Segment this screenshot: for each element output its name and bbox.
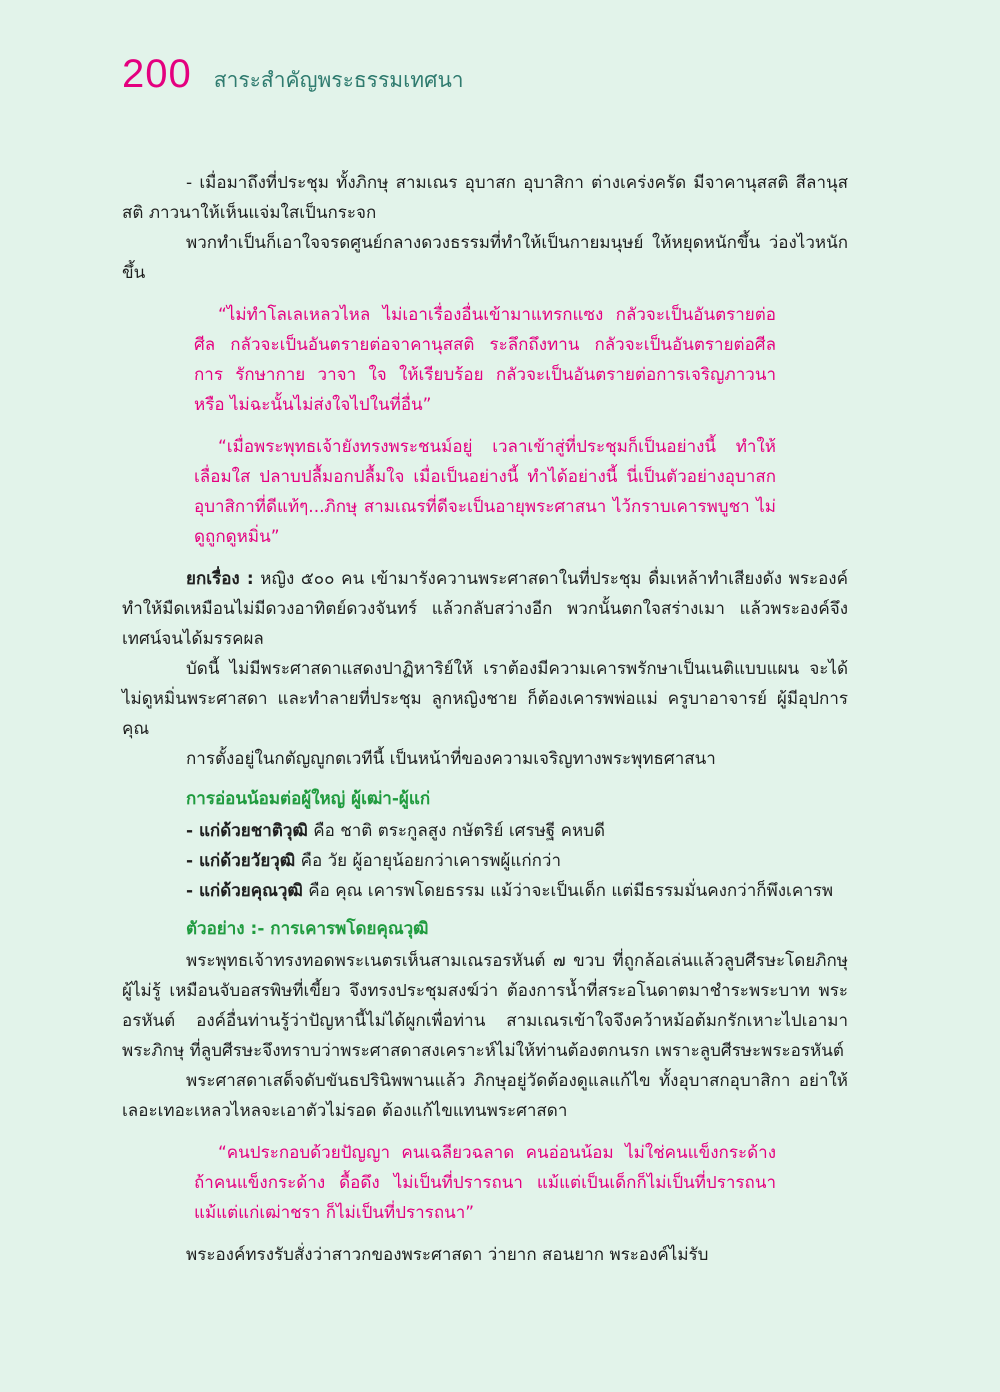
story-text: หญิง ๕๐๐ คน เข้ามารังควานพระศาสดาในที่ประชุม ดื่มเหล้าทำเสียงดัง พระองค์ทำให้มืดเหมือนไม่มีดวงอาทิตย์ดวงจันทร์ แล้วกลับสว่างอีก พวกนั้นตกใจสร่างเมา แล้วพระองค์จึงเทศน์จนได้มรรคผล (122, 569, 848, 649)
paragraph-4: การตั้งอยู่ในกตัญญูกตเวทีนี้ เป็นหน้าที่ของความเจริญทางพระพุทธศาสนา (186, 749, 716, 769)
story-label: ยกเรื่อง : (186, 569, 254, 589)
section-heading-example: ตัวอย่าง :- การเคารพโดยคุณวุฒิ (186, 919, 429, 939)
story-paragraph (122, 564, 848, 654)
item-text: คือ ชาติ ตระกูลสูง กษัตริย์ เศรษฐี คหบดี (307, 821, 605, 841)
section-heading-respect: การอ่อนน้อมต่อผู้ใหญ่ ผู้เฒ่า-ผู้แก่ (186, 789, 431, 809)
list-item (186, 876, 848, 906)
item-label: - แก่ด้วยชาติวุฒิ (186, 821, 308, 841)
paragraph-5: พระพุทธเจ้าทรงทอดพระเนตรเห็นสามเณรอรหันต์ ๗ ขวบ ที่ถูกล้อเล่นแล้วลูบศีรษะโดยภิกษุผู้ไม่รู้ เหมือนจับอสรพิษที่เขี้ยว จึงทรงประชุมสงฆ์ว่า ต้องการน้ำที่สระอโนดาตมาชำระพระบาท พระอรหันต์ องค์อื่นท่านรู้ว่าปัญหานี้ไม่ได้ผูกเพื่อท่าน สามเณรเข้าใจจึงคว้าหม้อต้มกรักเหาะไปเอามา พระภิกษุ ที่ลูบศีรษะจึงทราบว่าพระศาสดาสงเคราะห์ไม่ให้ท่านต้องตกนรก เพราะลูบศีรษะพระอรหันต์ (122, 951, 848, 1061)
paragraph-1: - เมื่อมาถึงที่ประชุม ทั้งภิกษุ สามเณร อุบาสก อุบาสิกา ต่างเคร่งครัด มีจาคานุสสติ สีลานุสสติ ภาวนาให้เห็นแจ่มใสเป็นกระจก (122, 173, 848, 223)
paragraph-6: พระศาสดาเสด็จดับขันธปรินิพพานแล้ว ภิกษุอยู่วัดต้องดูแลแก้ไข ทั้งอุบาสกอุบาสิกา อย่าให้ เลอะเทอะเหลวไหลจะเอาตัวไม่รอด ต้องแก้ไขแทนพระศาสดา (122, 1071, 848, 1121)
paragraph-2: พวกทำเป็นก็เอาใจจรดศูนย์กลางดวงธรรมที่ทำให้เป็นกายมนุษย์ ให้หยุดหนักขึ้น ว่องไวหนักขึ้น (122, 233, 848, 283)
item-text: คือ คุณ เคารพโดยธรรม แม้ว่าจะเป็นเด็ก แต่มีธรรมมั่นคงกว่าก็พึงเคารพ (302, 881, 834, 901)
item-label: - แก่ด้วยคุณวุฒิ (186, 881, 303, 901)
page-number: 200 (122, 52, 192, 96)
paragraph-3: บัดนี้ ไม่มีพระศาสดาแสดงปาฏิหาริย์ให้ เราต้องมีความเคารพรักษาเป็นเนติแบบแผน จะได้ไม่ดูหมิ่นพระศาสดา และทำลายที่ประชุม ลูกหญิงชาย ก็ต้องเคารพพ่อแม่ ครูบาอาจารย์ ผู้มีอุปการคุณ (122, 659, 848, 739)
page-content (122, 168, 848, 1270)
quote-3: “คนประกอบด้วยปัญญา คนเฉลียวฉลาด คนอ่อนน้อม ไม่ใช่คนแข็งกระด้าง ถ้าคนแข็งกระด้าง ดื้อดึง ไม่เป็นที่ปรารถนา แม้แต่เป็นเด็กก็ไม่เป็นที่ปรารถนา แม้แต่แก่เฒ่าชรา ก็ไม่เป็นที่ปรารถนา” (194, 1143, 776, 1223)
quote-1: “ไม่ทำโลเลเหลวไหล ไม่เอาเรื่องอื่นเข้ามาแทรกแซง กลัวจะเป็นอันตรายต่อศีล กลัวจะเป็นอันตรายต่อจาคานุสสติ ระลึกถึงทาน กลัวจะเป็นอันตรายต่อศีลการ รักษากาย วาจา ใจ ให้เรียบร้อย กลัวจะเป็นอันตรายต่อการเจริญภาวนา หรือ ไม่ฉะนั้นไม่ส่งใจไปในที่อื่น” (194, 305, 776, 415)
page-header (122, 52, 464, 97)
list-item (186, 846, 848, 876)
quote-2: “เมื่อพระพุทธเจ้ายังทรงพระชนม์อยู่ เวลาเข้าสู่ที่ประชุมก็เป็นอย่างนี้ ทำให้เลื่อมใส ปลาบปลื้มอกปลื้มใจ เมื่อเป็นอย่างนี้ ทำได้อย่างนี้ นี่เป็นตัวอย่างอุบาสก อุบาสิกาที่ดีแท้ๆ...ภิกษุ สามเณรที่ดีจะเป็นอายุพระศาสนา ไว้กราบเคารพบูชา ไม่ดูถูกดูหมิ่น” (194, 437, 776, 547)
paragraph-7: พระองค์ทรงรับสั่งว่าสาวกของพระศาสดา ว่ายาก สอนยาก พระองค์ไม่รับ (186, 1245, 709, 1265)
item-text: คือ วัย ผู้อายุน้อยกว่าเคารพผู้แก่กว่า (295, 851, 562, 871)
book-title: สาระสำคัญพระธรรมเทศนา (213, 68, 464, 92)
list-item (186, 816, 848, 846)
item-label: - แก่ด้วยวัยวุฒิ (186, 851, 296, 871)
